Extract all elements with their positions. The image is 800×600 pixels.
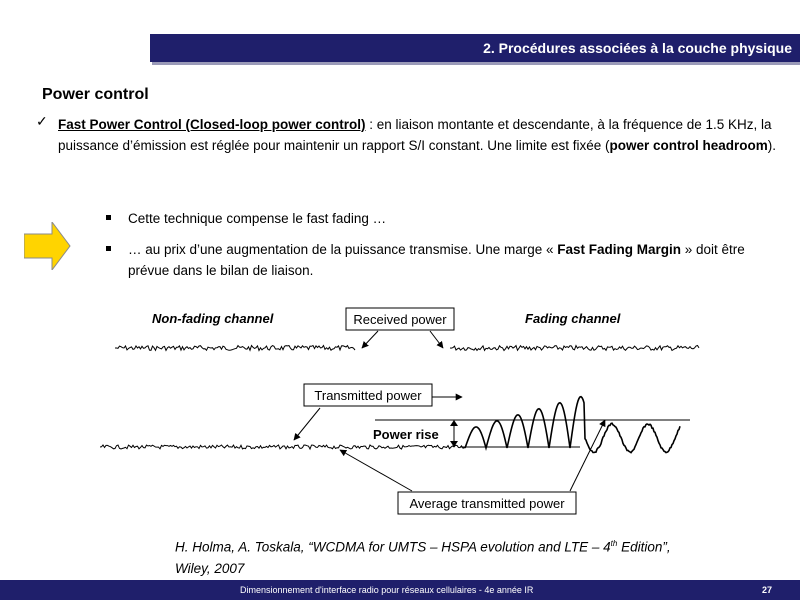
bullet-list — [106, 208, 786, 291]
bullet-bold: Fast Fading Margin — [557, 242, 682, 257]
power-rise-label: Power rise — [373, 427, 439, 442]
right-arrow-icon — [24, 222, 72, 275]
lead-text: : en liaison montante et descendante, à la fréquence de 1.5 KHz, la puissance d’émission est réglée pour maintenir un rapport S/I constant. Une limite est fixée ( — [58, 117, 772, 153]
bullet-dot — [106, 246, 111, 251]
average-arrow-left — [340, 450, 412, 491]
footer-text: Dimensionnement d'interface radio pour réseaux cellulaires - 4e année IR — [240, 585, 534, 595]
average-transmitted-power-label: Average transmitted power — [409, 496, 565, 511]
transmitted-arrow-left — [294, 408, 320, 440]
caption-sup: th — [610, 539, 618, 548]
power-control-diagram — [100, 298, 710, 526]
citation-caption — [175, 533, 735, 579]
transmitted-trace-nonfading — [100, 445, 465, 449]
non-fading-label: Non-fading channel — [152, 311, 274, 326]
transmitted-trace-fading — [465, 397, 680, 453]
power-rise-arrow-down — [450, 441, 458, 447]
received-trace-nonfading — [115, 346, 355, 351]
checkmark-icon: ✓ — [36, 113, 48, 129]
header-shadow — [152, 62, 800, 65]
page-number: 27 — [762, 585, 773, 595]
average-arrow-right — [570, 420, 605, 491]
caption-line1-post: Edition”, — [617, 539, 671, 555]
fading-label: Fading channel — [525, 311, 621, 326]
received-power-label: Received power — [353, 312, 447, 327]
header-title: 2. Procédures associées à la couche physique — [483, 40, 792, 56]
bullet-dot — [106, 215, 111, 220]
footer-bar — [0, 580, 800, 600]
list-item — [106, 239, 786, 281]
received-arrow-right — [430, 331, 443, 348]
lead-bold: power control headroom — [609, 138, 768, 153]
power-rise-arrow-up — [450, 420, 458, 426]
lead-end: ). — [767, 138, 777, 153]
bullet-text-pre: … au prix d’une augmentation de la puissance transmise. Une marge « — [128, 242, 558, 257]
lead-paragraph — [58, 114, 783, 156]
list-item — [106, 208, 786, 229]
bullet-text-post: » doit être prévue dans le bilan de liaison. — [128, 242, 745, 278]
lead-term: Fast Power Control (Closed-loop power control) — [58, 117, 366, 132]
power-control-figure — [100, 298, 710, 526]
caption-line2: Wiley, 2007 — [175, 560, 245, 576]
transmitted-power-label: Transmitted power — [314, 388, 422, 403]
caption-line1-pre: H. Holma, A. Toskala, “WCDMA for UMTS – HSPA evolution and LTE – 4 — [175, 539, 611, 555]
header-bar — [150, 34, 800, 62]
received-arrow-left — [362, 331, 378, 348]
bullet-text: Cette technique compense le fast fading … — [128, 211, 387, 226]
received-trace-fading — [450, 346, 699, 351]
section-title: Power control — [42, 86, 149, 103]
